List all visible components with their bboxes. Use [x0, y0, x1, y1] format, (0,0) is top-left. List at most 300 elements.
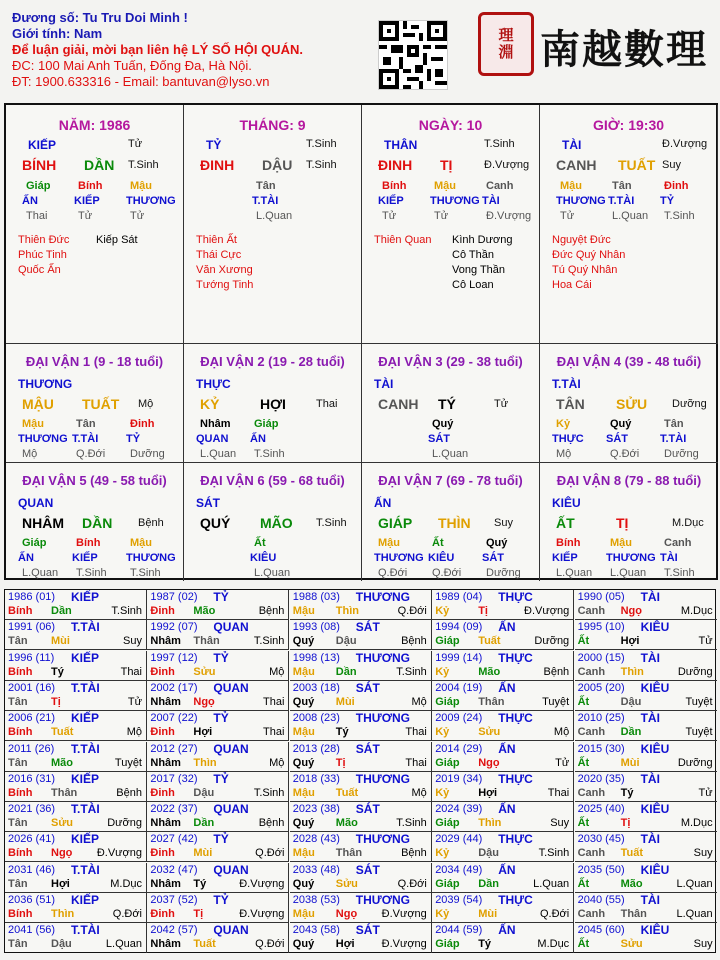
year-branch: Tị [478, 605, 488, 617]
year-god: TÀI [640, 650, 660, 665]
year-stem: Giáp [435, 817, 460, 830]
year-god: T.TÀI [71, 741, 100, 756]
dai-van-3 [362, 343, 540, 462]
year-stem: Bính [8, 847, 33, 860]
year-branch: Ngọ [620, 605, 642, 617]
year-god: KIÊU [640, 923, 670, 938]
hidden-stem: Quý [486, 537, 508, 549]
year-stem: Canh [577, 665, 606, 678]
year-state: Bệnh [401, 847, 427, 860]
year-stem: Nhâm [150, 756, 181, 769]
year-label: 2044 (59) [435, 924, 483, 937]
year-state: Mộ [269, 665, 285, 678]
year-branch: Tuất [335, 786, 359, 799]
inauspicious-stars [452, 233, 512, 293]
year-stem: Đinh [150, 786, 175, 799]
year-label: 1995 (10) [577, 621, 625, 634]
year-cell [290, 863, 432, 893]
hidden-god: SÁT [428, 433, 450, 445]
hidden-stem: Mậu [130, 180, 152, 192]
year-god: THỰC [498, 650, 533, 665]
year-label: 1996 (11) [8, 651, 55, 664]
star-item: Thái Cực [196, 249, 242, 261]
year-state: Tử [127, 695, 142, 708]
year-god: THƯƠNG [355, 832, 410, 847]
year-stem: Nhâm [150, 635, 181, 648]
year-god: THỰC [498, 893, 533, 907]
year-cell [432, 590, 574, 620]
dai-van-state: T.Sinh [316, 517, 347, 529]
year-state: T.Sinh [538, 847, 570, 860]
year-cell [432, 863, 574, 893]
year-label: 2018 (33) [292, 772, 340, 785]
year-label: 2040 (55) [577, 894, 625, 906]
year-label: 2033 (48) [292, 863, 340, 876]
year-branch: Tị [193, 908, 204, 920]
hidden-state: Dưỡng [130, 448, 165, 460]
year-god: T.TÀI [71, 620, 100, 635]
year-branch: Tuất [620, 847, 643, 860]
year-cell [290, 651, 432, 681]
hidden-stem: Canh [664, 537, 692, 549]
dai-van-god: THƯƠNG [18, 377, 73, 391]
year-god: KIÊU [640, 862, 670, 877]
dai-van-stem: TÂN [556, 396, 585, 412]
year-cell [5, 681, 147, 711]
hidden-state: L.Quan [612, 210, 649, 222]
year-branch: Dần [335, 665, 357, 678]
year-stem: Bính [8, 786, 33, 799]
year-branch: Mão [51, 756, 73, 769]
year-branch: Sửu [193, 665, 216, 678]
phone-email[interactable]: ĐT: 1900.633316 - Email: bantuvan@lyso.vn [12, 74, 270, 89]
year-cell [432, 923, 574, 953]
year-label: 2029 (44) [435, 833, 483, 846]
dai-van-title: ĐẠI VẬN 3 (29 - 38 tuổi) [378, 354, 523, 369]
year-stem: Ất [577, 877, 590, 890]
year-god: SÁT [355, 923, 380, 938]
year-stem: Kỷ [435, 726, 450, 739]
year-cell [5, 711, 147, 741]
hidden-stem: Mậu [130, 537, 152, 549]
year-state: T.Sinh [111, 605, 142, 617]
star-item: Thiên Ất [196, 234, 237, 246]
dai-van-2 [184, 343, 362, 462]
year-cell [290, 772, 432, 802]
dai-van-state: Bệnh [138, 517, 164, 529]
year-cell [575, 651, 717, 681]
year-branch: Mão [620, 877, 643, 890]
year-stem: Nhâm [150, 695, 181, 708]
year-label: 2038 (53) [292, 894, 340, 906]
year-label: 2021 (36) [8, 803, 56, 816]
hidden-stem: Mậu [22, 418, 44, 430]
pillar-title: NĂM: 1986 [58, 117, 131, 133]
pillar-earthly-branch: TUẤT [618, 157, 656, 173]
year-branch: Ngọ [51, 847, 73, 860]
year-stem: Giáp [435, 635, 460, 648]
dai-van-7 [362, 462, 540, 581]
year-label: 2004 (19) [435, 681, 483, 694]
auspicious-stars [18, 233, 69, 278]
year-label: 2002 (17) [150, 681, 198, 694]
year-stem: Đinh [150, 908, 175, 920]
year-stem: Quý [292, 695, 315, 708]
year-god: TÀI [640, 832, 660, 847]
star-item: Kiếp Sát [96, 234, 138, 246]
dai-van-god: SÁT [196, 496, 220, 510]
year-god: TỶ [213, 893, 229, 907]
year-cell [432, 620, 574, 650]
hidden-state: Tử [78, 210, 93, 222]
dai-van-title: ĐẠI VẬN 1 (9 - 18 tuổi) [25, 354, 164, 369]
dai-van-title: ĐẠI VẬN 8 (79 - 88 tuổi) [556, 473, 702, 488]
year-branch: Hợi [193, 726, 213, 739]
star-item: Vong Thần [452, 264, 506, 276]
year-god: ẤN [498, 862, 516, 877]
auspicious-stars [552, 233, 625, 293]
pillar-title: THÁNG: 9 [239, 117, 306, 133]
year-stem: Đinh [150, 605, 175, 617]
dai-van-1 [6, 343, 184, 462]
year-state: Bệnh [258, 817, 285, 830]
hidden-stem: Tân [76, 418, 96, 430]
year-label: 1988 (03) [292, 591, 340, 603]
year-stem: Kỷ [435, 908, 450, 920]
auspicious-stars [374, 233, 431, 248]
dai-van-state: Dưỡng [672, 398, 707, 410]
dai-van-title: ĐẠI VẬN 5 (49 - 58 tuổi) [22, 473, 167, 488]
star-item: Thiên Quan [374, 234, 432, 246]
year-cell [5, 893, 147, 923]
year-state: Dưỡng [677, 756, 713, 769]
year-label: 2026 (41) [8, 833, 56, 846]
year-state: Suy [123, 635, 142, 648]
dai-van-branch: TÝ [438, 396, 456, 412]
pillar-branch-state: T.Sinh [128, 159, 159, 171]
year-label: 2014 (29) [435, 742, 483, 755]
year-branch: Tuất [193, 938, 216, 951]
hidden-state: Q.Đới [76, 448, 106, 460]
year-cell [147, 711, 289, 741]
year-state: Thai [262, 726, 285, 739]
hidden-state: Dưỡng [486, 567, 521, 579]
year-god: TÀI [640, 590, 660, 604]
year-branch: Mão [478, 665, 501, 678]
dai-van-god: ẤN [374, 496, 392, 510]
year-label: 2037 (52) [150, 894, 198, 906]
pillar-top-state: Đ.Vượng [662, 138, 708, 150]
year-state: T.Sinh [396, 665, 427, 678]
hidden-stem: Mậu [560, 180, 582, 192]
dai-van-stem: NHÂM [22, 515, 64, 531]
year-state: Thai [547, 786, 570, 799]
year-branch: Thìn [620, 665, 644, 678]
year-state: Thai [120, 665, 142, 678]
hidden-state: Tử [130, 210, 145, 222]
year-stem: Quý [292, 817, 315, 830]
address: ĐC: 100 Mai Anh Tuấn, Đống Đa, Hà Nội. [12, 58, 252, 73]
hidden-stem: Tân [612, 180, 632, 192]
year-branch: Dần [51, 605, 72, 617]
hidden-state: Q.Đới [378, 567, 408, 579]
hidden-god: ẤN [18, 552, 34, 564]
year-god: THƯƠNG [355, 771, 410, 786]
year-god: ẤN [498, 620, 516, 635]
year-cell [432, 772, 574, 802]
pillar-earthly-branch: DẬU [262, 157, 293, 173]
year-state: M.Dục [680, 605, 713, 617]
year-branch: Thân [193, 635, 220, 648]
year-god: QUAN [213, 923, 249, 938]
year-branch: Ngọ [193, 695, 215, 708]
dai-van-branch: HỢI [260, 396, 286, 412]
year-cell [5, 590, 147, 620]
pillar-earthly-branch: TỊ [440, 157, 453, 173]
year-cell [290, 832, 432, 862]
pillar-top-state: T.Sinh [484, 138, 515, 150]
hidden-state: Mộ [22, 448, 38, 460]
year-cell [290, 893, 432, 923]
hidden-god: THƯƠNG [126, 195, 176, 207]
year-cell [147, 772, 289, 802]
year-god: T.TÀI [71, 802, 100, 817]
year-cell [290, 923, 432, 953]
inauspicious-stars [96, 233, 138, 248]
hidden-stem: Quý [610, 418, 632, 430]
year-god: KIẾP [71, 832, 100, 847]
hidden-state: Dưỡng [664, 448, 699, 460]
year-god: QUAN [213, 862, 249, 877]
year-label: 1987 (02) [150, 591, 198, 603]
year-state: T.Sinh [253, 635, 285, 648]
year-branch: Dậu [620, 695, 642, 708]
year-branch: Thân [620, 908, 647, 920]
year-label: 2032 (47) [150, 863, 198, 876]
year-cell [147, 923, 289, 953]
dai-van-branch: SỬU [616, 396, 648, 412]
dai-van-branch: TUẤT [82, 396, 120, 412]
hidden-god: THƯƠNG [18, 433, 68, 445]
year-cell [147, 620, 289, 650]
year-stem: Ất [577, 938, 590, 951]
year-stem: Ất [577, 817, 590, 830]
dai-van-god: TÀI [374, 377, 394, 391]
hidden-stem: Nhâm [200, 418, 231, 430]
year-god: KIÊU [640, 620, 670, 635]
hidden-god: THƯƠNG [556, 195, 606, 207]
hidden-god: KIẾP [74, 195, 100, 207]
year-state: Mộ [411, 695, 427, 708]
year-stem: Kỷ [435, 847, 450, 860]
year-god: KIẾP [71, 650, 100, 665]
year-stem: Mậu [292, 726, 315, 739]
hidden-stem: Canh [486, 180, 514, 192]
year-stem: Tân [8, 817, 28, 830]
year-stem: Tân [8, 938, 28, 951]
year-cell [5, 802, 147, 832]
year-label: 2020 (35) [577, 772, 625, 785]
year-god: KIÊU [640, 741, 670, 756]
hidden-stem: Bính [556, 537, 581, 549]
year-branch: Hợi [478, 786, 498, 799]
year-cell [432, 832, 574, 862]
hidden-god: T.TÀI [252, 195, 279, 207]
pillar-heavenly-stem: ĐINH [378, 157, 413, 173]
year-state: Q.Đới [397, 605, 427, 617]
star-item: Tú Quý Nhân [552, 264, 618, 276]
year-branch: Tuất [51, 726, 74, 739]
year-branch: Sửu [478, 726, 501, 739]
year-branch: Ngọ [335, 908, 358, 920]
year-state: Q.Đới [539, 908, 570, 920]
qr-code-icon [378, 20, 448, 90]
year-stem: Mậu [292, 786, 315, 799]
pillar-title: GIỜ: 19:30 [592, 117, 665, 133]
hidden-state: T.Sinh [76, 567, 107, 579]
year-cell [575, 620, 717, 650]
year-god: KIẾP [71, 771, 100, 786]
dai-van-stem: GIÁP [378, 515, 413, 531]
year-cell [5, 832, 147, 862]
year-stem: Bính [8, 665, 33, 678]
year-god: KIẾP [71, 893, 100, 907]
year-god: TÀI [640, 893, 660, 907]
year-branch: Tuất [478, 635, 501, 648]
hidden-god: ẤN [22, 195, 38, 207]
dai-van-title: ĐẠI VẬN 4 (39 - 48 tuổi) [556, 354, 702, 369]
year-state: Q.Đới [255, 938, 285, 951]
year-state: Tuyệt [114, 756, 142, 769]
hidden-god: THƯƠNG [374, 552, 424, 564]
year-cell [5, 863, 147, 893]
hidden-stem: Ất [432, 537, 444, 549]
year-cell [147, 590, 289, 620]
year-branch: Tý [478, 938, 492, 951]
year-stem: Giáp [435, 877, 460, 890]
pillar-top-god: KIẾP [28, 138, 57, 152]
year-label: 2019 (34) [435, 772, 483, 785]
hidden-god: KIÊU [250, 552, 277, 564]
year-god: TỶ [213, 711, 229, 726]
year-branch: Mùi [193, 847, 213, 860]
dai-van-state: Thai [316, 398, 338, 410]
year-branch: Mão [335, 817, 358, 830]
year-cell [575, 681, 717, 711]
dai-van-stem: QUÝ [200, 515, 231, 531]
year-stem: Mậu [292, 665, 315, 678]
year-label: 2007 (22) [150, 712, 198, 725]
dai-van-stem: KỶ [200, 396, 220, 412]
hidden-state: L.Quan [200, 448, 237, 460]
star-item: Cô Thần [452, 249, 494, 261]
dai-van-state: Mộ [138, 398, 154, 410]
year-stem: Kỷ [435, 605, 450, 617]
pillar-branch-state: T.Sinh [306, 159, 337, 171]
year-stem: Canh [577, 847, 606, 860]
four-pillars-chart [4, 103, 718, 580]
year-state: Q.Đới [255, 847, 285, 860]
dai-van-title: ĐẠI VẬN 7 (69 - 78 tuổi) [378, 473, 523, 488]
year-label: 2022 (37) [150, 803, 198, 816]
year-label: 2027 (42) [150, 833, 198, 846]
year-god: T.TÀI [71, 923, 100, 938]
dai-van-god: THỰC [196, 377, 231, 391]
year-god: TỶ [213, 832, 229, 847]
dai-van-6 [184, 462, 362, 581]
year-stem: Ất [577, 695, 590, 708]
year-god: THỰC [498, 711, 533, 726]
hidden-state: L.Quan [254, 567, 291, 579]
year-god: QUAN [213, 680, 249, 695]
year-state: Suy [693, 938, 713, 951]
year-state: M.Dục [680, 817, 713, 830]
hidden-stem: Tân [256, 180, 276, 192]
year-branch: Hợi [51, 877, 70, 890]
pillar-heavenly-stem: BÍNH [22, 157, 57, 173]
hidden-state: Tử [434, 210, 449, 222]
pillar-branch-state: Suy [662, 159, 681, 171]
brand-logo: 南越數理 [540, 26, 708, 73]
year-stem: Tân [8, 695, 28, 708]
year-cell [147, 802, 289, 832]
star-item: Phúc Tinh [18, 249, 67, 261]
hidden-state: L.Quan [22, 567, 59, 579]
year-branch: Dậu [335, 635, 357, 648]
auspicious-stars [196, 233, 253, 293]
year-state: Thai [405, 756, 427, 769]
dai-van-branch: TỊ [616, 515, 629, 531]
year-label: 1994 (09) [435, 621, 483, 634]
year-stem: Canh [577, 786, 606, 799]
hidden-stem: Ất [254, 537, 266, 549]
year-stem: Tân [8, 877, 28, 890]
year-cell [575, 923, 717, 953]
year-stem: Canh [577, 605, 606, 617]
hidden-god: T.TÀI [660, 433, 687, 445]
year-label: 2012 (27) [150, 742, 198, 755]
dai-van-god: QUAN [18, 496, 54, 510]
dai-van-stem: MẬU [22, 396, 54, 412]
star-item: Cô Loan [452, 279, 494, 291]
year-label: 1992 (07) [150, 621, 198, 634]
year-cell [147, 893, 289, 923]
hidden-state: Q.Đới [432, 567, 462, 579]
pillar-top-god: THÂN [384, 138, 418, 152]
star-item: Quốc Ấn [18, 264, 61, 276]
hidden-state: L.Quan [610, 567, 647, 579]
year-god: QUAN [213, 620, 249, 635]
year-cell [575, 863, 717, 893]
year-god: TÀI [640, 771, 660, 786]
year-god: KIÊU [640, 802, 670, 817]
year-stem: Đinh [150, 847, 175, 860]
pillar-1 [6, 105, 184, 343]
gender: Giới tính: Nam [12, 26, 103, 41]
year-branch: Sửu [620, 938, 643, 951]
year-state: Tử [555, 756, 570, 769]
year-god: SÁT [355, 741, 380, 756]
year-stem: Nhâm [150, 877, 181, 890]
hidden-god: T.TÀI [72, 433, 99, 445]
hidden-stem: Mậu [378, 537, 400, 549]
year-state: Đ.Vượng [239, 877, 285, 890]
year-label: 2024 (39) [435, 803, 483, 816]
dai-van-title: ĐẠI VẬN 6 (59 - 68 tuổi) [200, 473, 345, 488]
year-stem: Canh [577, 908, 606, 920]
pillar-top-state: Tử [128, 138, 143, 150]
hidden-god: ẤN [250, 433, 266, 445]
